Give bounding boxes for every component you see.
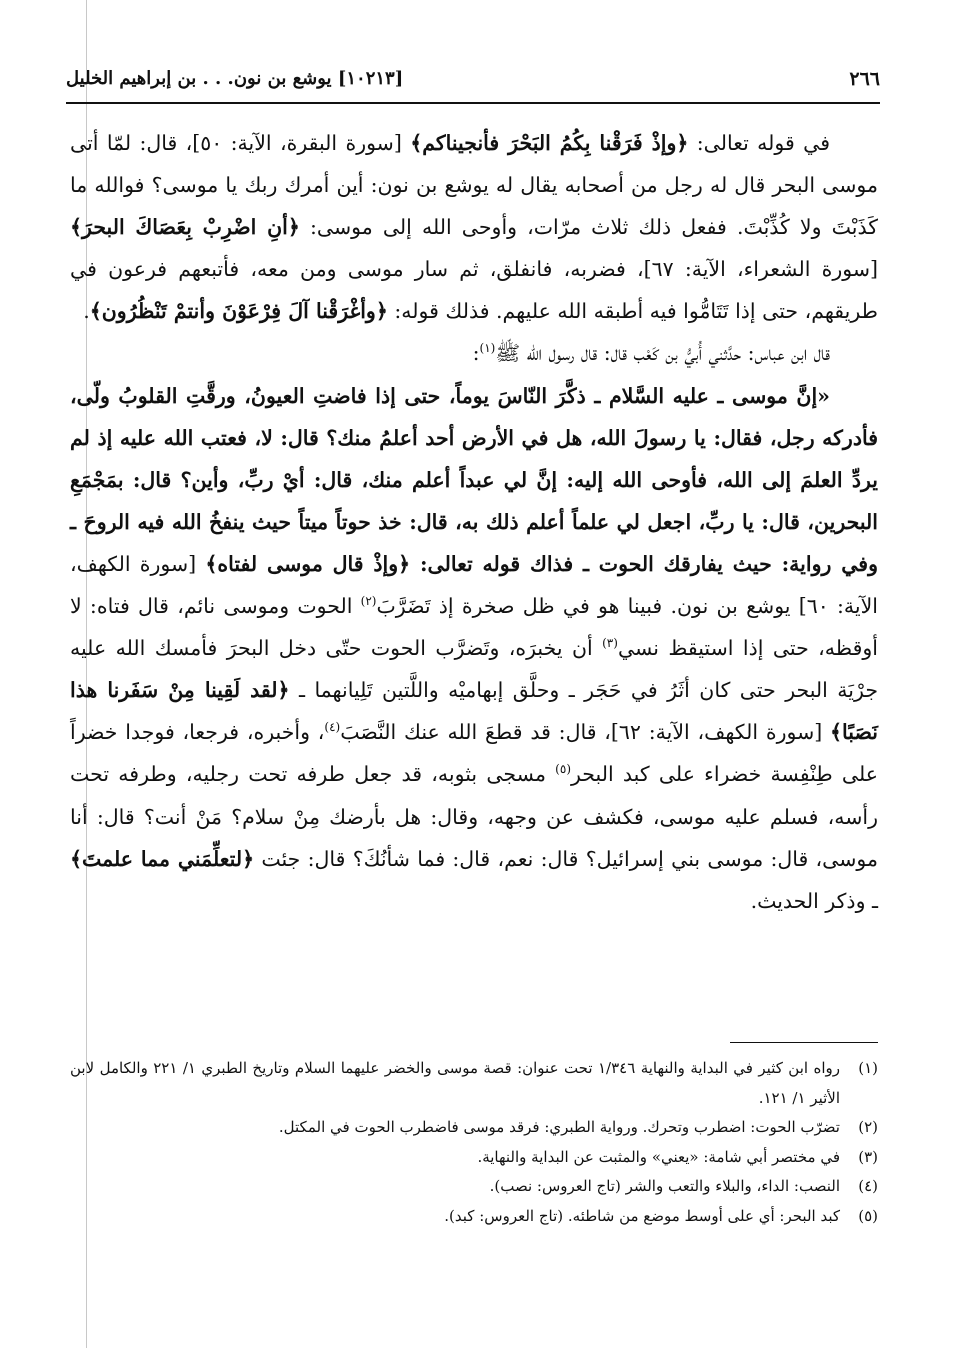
page-number: ٢٦٦ [849, 68, 880, 90]
running-title: [١٠٢١٣] يوشع بن نون. . . بن إبراهيم الخليل [66, 68, 404, 89]
footnote-ref-5[interactable]: (٥) [555, 762, 571, 777]
text-segment: : [472, 341, 480, 366]
footnote-text: تضرّب الحوت: اضطرب وتحرك. ورواية الطبري: فرقد موسى فاضطرب الحوت في المكتل. [278, 1118, 840, 1136]
text-segment: ـ وذكر الحديث. [750, 888, 878, 913]
footnote-number: (١) [858, 1059, 878, 1077]
text-segment: في قوله تعالى: [688, 131, 830, 155]
hadith-text: «إنَّ موسى ـ عليه السَّلام ـ ذكَّرَ النّاسَ يوماً، حتى إذا فاضتِ العيونُ، ورقَّتِ القلوبُ ولّى، فأدركه رجل، فقال: يا رسولَ الله، هل في الأرض أحد أعلمُ منك؟ قال: لا، فعتب الله عليه إذ لم يردِّ العلمَ إلى الله، فأوحى الله إليه: إنَّ لي عبداً أعلم منك، قال: أيْ ربِّ، وأين؟ قال: بمَجْمَعِ البحرين، قال: يا ربِّ، اجعل لي علماً أعلم ذلك به، قال: خذ حوتاً ميتاً حيث ينفخُ الله فيه الروحَ ـ وفي رواية: حيث يفارقك الحوت ـ فذاك قوله تعالى: [70, 383, 878, 576]
text-segment: [سورة البقرة، الآية: ٥٠]، قال: لمّا أتى موسى البحر قال له رجل من أصحابه يقال له يوشع بن نون: أين أمرك ربك يا موسى؟ فوالله ما كَذَبْتَ ولا كُذِّبْتَ. ففعل ذلك ثلاث مرّات، وأوحى الله إلى موسى: [70, 131, 878, 240]
footnote-ref-1[interactable]: (١) [479, 341, 496, 356]
page-header [66, 66, 880, 96]
footnote-5 [70, 1202, 878, 1232]
footnote-text: رواه ابن كثير في البداية والنهاية ١/٣٤٦ تحت عنوان: قصة موسى والخضر عليهما السلام وتاريخ الطبري ١/ ٢٢١ والكامل لابن الأثير ١/ ١٢١. [70, 1059, 840, 1107]
text-segment: . [83, 299, 90, 324]
footnote-1 [70, 1054, 878, 1113]
footnote-3 [70, 1143, 878, 1173]
footnote-number: (٤) [858, 1177, 878, 1195]
header-rule [66, 102, 880, 104]
quran-verse: ﴿أنِ اضْرِبْ بِعَصَاكَ البحرَ﴾ [70, 215, 300, 240]
paragraph-1 [70, 122, 878, 332]
text-segment: مسجى بثوبه، قد جعل طرفه تحت رجليه، وطرفه تحت رأسه، فسلم عليه موسى، فكشف عن وجهه، وقال: هل بأرضك مِنْ سلام؟ مَنْ أنت؟ قال: أنا موسى، قال: موسى بني إسرائيل؟ قال: نعم، قال: فما شأنُكَ؟ قال: جئت [70, 762, 878, 871]
footnote-text: النصب: الداء، والبلاء والتعب والشر (تاج العروس: نصب). [489, 1177, 840, 1195]
quran-verse: ﴿وإذْ قال موسى لفتاه﴾ [205, 551, 411, 576]
paragraph-3-hadith [70, 375, 878, 922]
footnote-text: في مختصر أبي شامة: «يعني» والمثبت عن البداية والنهاية. [477, 1147, 840, 1166]
text-segment: الحوت وموسى نائم، قال فتاه: لا أوقظه، حتى إذا استيقظ نسي [70, 594, 878, 661]
text-segment: [سورة الكهف، الآية: ٦٠] يوشع بن نون. فبينا هو في ظل صخرة إذ تَضَرَّبَ [70, 551, 878, 619]
footnote-number: (٢) [858, 1118, 878, 1136]
footnote-text: كبد البحر: أي على أوسط موضع من شاطئه. (تاج العروس: كبد). [444, 1206, 840, 1225]
footnote-ref-4[interactable]: (٤) [324, 720, 341, 735]
footnote-4 [70, 1172, 878, 1202]
footnote-number: (٣) [858, 1147, 878, 1166]
text-segment: أن يخبرَه، وتَضرَّب الحوت حتّى دخل البحرَ فأمسك الله عليه جرْيَة البحر حتى كان أثَرُ في حَجَر ـ وحلَّق إبهاميْه واللَّتين تَلِيانهما ـ [70, 636, 878, 703]
paragraph-2 [70, 332, 878, 374]
text-segment: [سورة الكهف، الآية: ٦٢]، قال: قد قطعَ الله عنك النَّصَبَ [340, 720, 831, 745]
text-segment: قال ابن عباس: حدَّثني أُبيُّ بن كَعْب قال: قال رسول الله ﷺ [495, 341, 830, 366]
footnote-2 [70, 1113, 878, 1143]
quran-verse: ﴿لتعلِّمَني مما علمتَ﴾ [70, 846, 255, 871]
quran-verse: ﴿وإذْ فَرَقْنا بِكُمُ البَحْرَ فأنجيناكم﴾ [410, 131, 689, 155]
quran-verse: ﴿لقد لَقِينا مِنْ سَفَرنا هذا نَصَبًا﴾ [70, 678, 878, 745]
main-text [70, 122, 878, 922]
footnotes [70, 1054, 878, 1231]
footnote-separator [730, 1042, 878, 1043]
quran-verse: ﴿وأغْرَقْنا آلَ فِرْعَوْنَ وأنتمْ تَنْظُرُون﴾ [89, 299, 388, 324]
text-segment: ، وأخبره، فرجعا، فوجدا خضراً على طِنْفِسة خضراء على كبد البحر [70, 720, 879, 787]
footnote-ref-3[interactable]: (٣) [602, 636, 618, 651]
footnote-number: (٥) [858, 1206, 878, 1225]
text-segment: [سورة الشعراء، الآية: ٦٧]، فضربه، فانفلق، ثم سار موسى ومن معه، فأتبعهم فرعون في طريقهم، حتى إذا تَتَامُّوا فيه أطبقه الله عليهم. فذلك قوله: [70, 257, 878, 324]
footnote-ref-2[interactable]: (٢) [360, 594, 377, 609]
